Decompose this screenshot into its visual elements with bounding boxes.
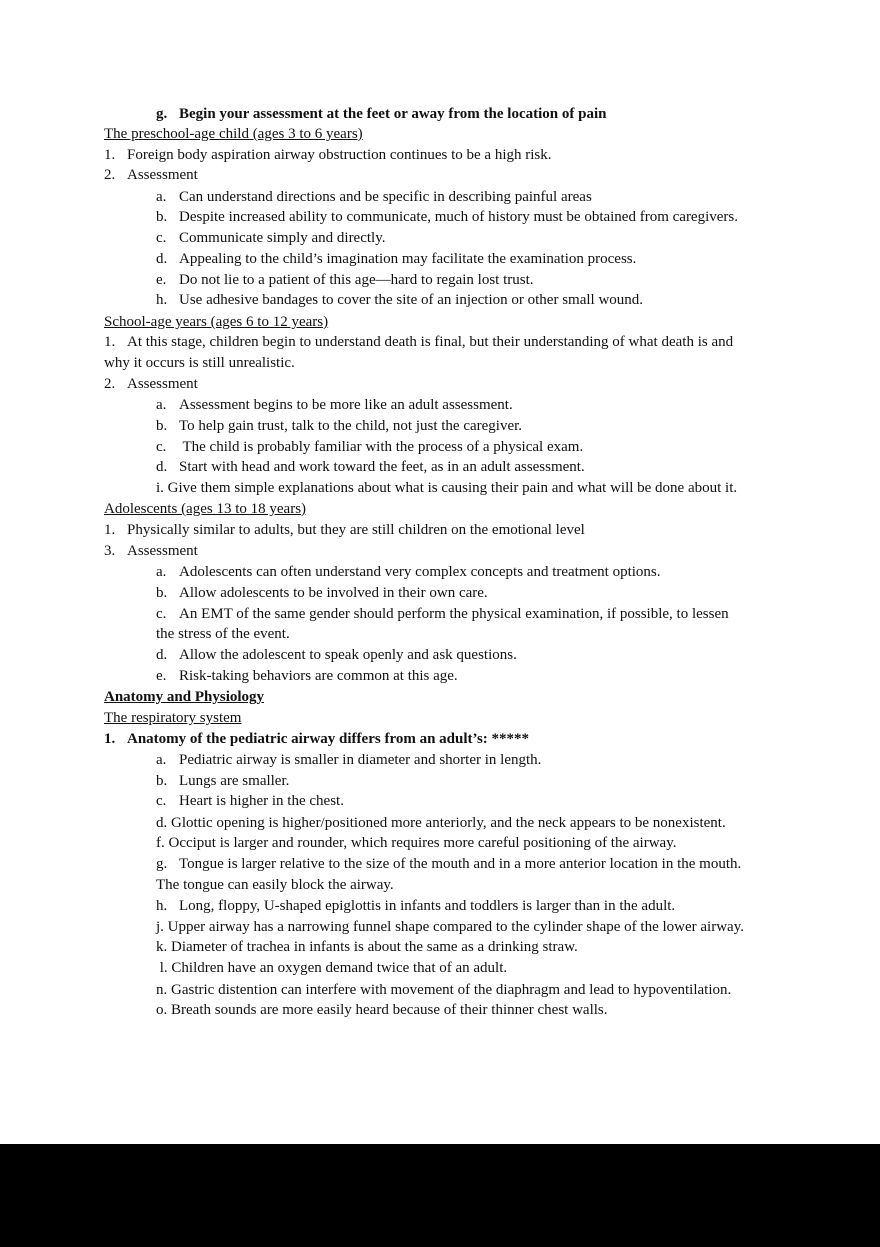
list-text: Start with head and work toward the feet, as in an adult assessment.: [179, 459, 585, 475]
list-item: [156, 583, 488, 603]
list-item: [104, 374, 198, 394]
section-subheading: Adolescents (ages 13 to 18 years): [104, 501, 307, 517]
list-text: Do not lie to a patient of this age—hard to regain lost trust.: [179, 272, 534, 288]
list-text: An EMT of the same gender should perform the physical examination, if possible, to lessen: [179, 606, 729, 622]
list-text: Assessment: [127, 167, 198, 183]
list-item: [156, 187, 592, 207]
list-text: Physically similar to adults, but they are still children on the emotional level: [127, 522, 585, 538]
list-text: Assessment: [127, 543, 198, 559]
list-marker: b.: [156, 773, 168, 789]
list-item: [156, 437, 583, 457]
list-text: Pediatric airway is smaller in diameter and shorter in length.: [179, 752, 542, 768]
list-text: Lungs are smaller.: [179, 773, 290, 789]
list-marker: 2.: [104, 167, 116, 183]
list-text: Long, floppy, U-shaped epiglottis in infants and toddlers is larger than in the adult.: [179, 898, 676, 914]
list-item: [156, 604, 729, 624]
list-marker: c.: [156, 793, 167, 809]
list-item: [104, 145, 552, 165]
list-text: Appealing to the child’s imagination may facilitate the examination process.: [179, 251, 637, 267]
list-text: Despite increased ability to communicate, much of history must be obtained from caregivers.: [179, 209, 738, 225]
list-marker: d.: [156, 251, 168, 267]
list-item: o. Breath sounds are more easily heard because of their thinner chest walls.: [156, 1002, 608, 1018]
list-marker: g.: [156, 106, 168, 122]
list-marker: d.: [156, 459, 168, 475]
list-item: l. Children have an oxygen demand twice that of an adult.: [156, 960, 508, 976]
list-text: Allow adolescents to be involved in their own care.: [179, 585, 488, 601]
list-item: [156, 666, 458, 686]
list-item: [104, 520, 585, 540]
list-marker: d.: [156, 647, 168, 663]
list-item-continuation: the stress of the event.: [156, 626, 290, 642]
list-marker: c.: [156, 439, 167, 455]
list-item: [156, 791, 344, 811]
list-item: [156, 854, 741, 874]
list-marker: b.: [156, 209, 168, 225]
list-item: d. Glottic opening is higher/positioned more anteriorly, and the neck appears to be nonexistent.: [156, 815, 726, 831]
list-item: [104, 541, 198, 561]
list-marker: e.: [156, 272, 167, 288]
list-item: f. Occiput is larger and rounder, which requires more careful positioning of the airway.: [156, 835, 677, 851]
list-item: [156, 104, 606, 124]
list-item: [104, 165, 198, 185]
list-text: Assessment: [127, 376, 198, 392]
black-margin: [0, 1144, 880, 1247]
list-marker: 1.: [104, 731, 116, 747]
list-text: Foreign body aspiration airway obstruction continues to be a high risk.: [127, 147, 552, 163]
list-marker: a.: [156, 397, 167, 413]
list-marker: a.: [156, 189, 167, 205]
section-subheading: School-age years (ages 6 to 12 years): [104, 314, 329, 330]
list-marker: a.: [156, 752, 167, 768]
list-marker: 2.: [104, 376, 116, 392]
list-marker: 1.: [104, 334, 116, 350]
list-text: Heart is higher in the chest.: [179, 793, 344, 809]
section-subheading: The respiratory system: [104, 710, 242, 726]
list-item: [156, 896, 675, 916]
list-marker: b.: [156, 585, 168, 601]
list-text: At this stage, children begin to understand death is final, but their understanding of what death is and: [127, 334, 734, 350]
list-marker: b.: [156, 418, 168, 434]
list-item: [156, 645, 517, 665]
list-text: Assessment begins to be more like an adult assessment.: [179, 397, 513, 413]
list-item: [156, 395, 513, 415]
list-item-continuation: The tongue can easily block the airway.: [156, 877, 394, 893]
list-marker: e.: [156, 668, 167, 684]
list-item-continuation: why it occurs is still unrealistic.: [104, 355, 295, 371]
list-item: [156, 228, 385, 248]
list-item: [156, 270, 534, 290]
list-marker: h.: [156, 292, 168, 308]
list-item: [156, 249, 636, 269]
list-item: k. Diameter of trachea in infants is about the same as a drinking straw.: [156, 939, 578, 955]
list-marker: 1.: [104, 522, 116, 538]
list-text: Use adhesive bandages to cover the site of an injection or other small wound.: [179, 292, 644, 308]
list-marker: 3.: [104, 543, 116, 559]
list-marker: g.: [156, 856, 168, 872]
section-heading: Anatomy and Physiology: [104, 689, 265, 705]
list-item: i. Give them simple explanations about what is causing their pain and what will be done about it.: [156, 480, 738, 496]
list-marker: a.: [156, 564, 167, 580]
list-text: Adolescents can often understand very complex concepts and treatment options.: [179, 564, 661, 580]
list-item: [104, 332, 733, 352]
section-subheading: The preschool-age child (ages 3 to 6 years): [104, 126, 363, 142]
list-text: Communicate simply and directly.: [179, 230, 386, 246]
list-text: Anatomy of the pediatric airway differs from an adult’s: *****: [127, 731, 530, 747]
list-text: Risk-taking behaviors are common at this age.: [179, 668, 458, 684]
list-marker: h.: [156, 898, 168, 914]
list-item: [156, 416, 522, 436]
list-marker: c.: [156, 606, 167, 622]
list-text: Can understand directions and be specific in describing painful areas: [179, 189, 592, 205]
list-item: j. Upper airway has a narrowing funnel shape compared to the cylinder shape of the lower airway.: [156, 919, 744, 935]
list-item: [156, 290, 643, 310]
list-item: [156, 457, 585, 477]
list-marker: c.: [156, 230, 167, 246]
list-text: To help gain trust, talk to the child, not just the caregiver.: [179, 418, 523, 434]
list-item: [156, 562, 661, 582]
list-item: [156, 750, 541, 770]
list-text: Allow the adolescent to speak openly and ask questions.: [179, 647, 517, 663]
list-item: [104, 729, 529, 749]
list-text: The child is probably familiar with the process of a physical exam.: [179, 439, 584, 455]
list-text: Begin your assessment at the feet or away from the location of pain: [179, 106, 607, 122]
list-item: [156, 771, 289, 791]
list-item: [156, 207, 738, 227]
list-text: Tongue is larger relative to the size of the mouth and in a more anterior location in the mouth.: [179, 856, 742, 872]
list-item: n. Gastric distention can interfere with movement of the diaphragm and lead to hypoventilation.: [156, 982, 732, 998]
list-marker: 1.: [104, 147, 116, 163]
